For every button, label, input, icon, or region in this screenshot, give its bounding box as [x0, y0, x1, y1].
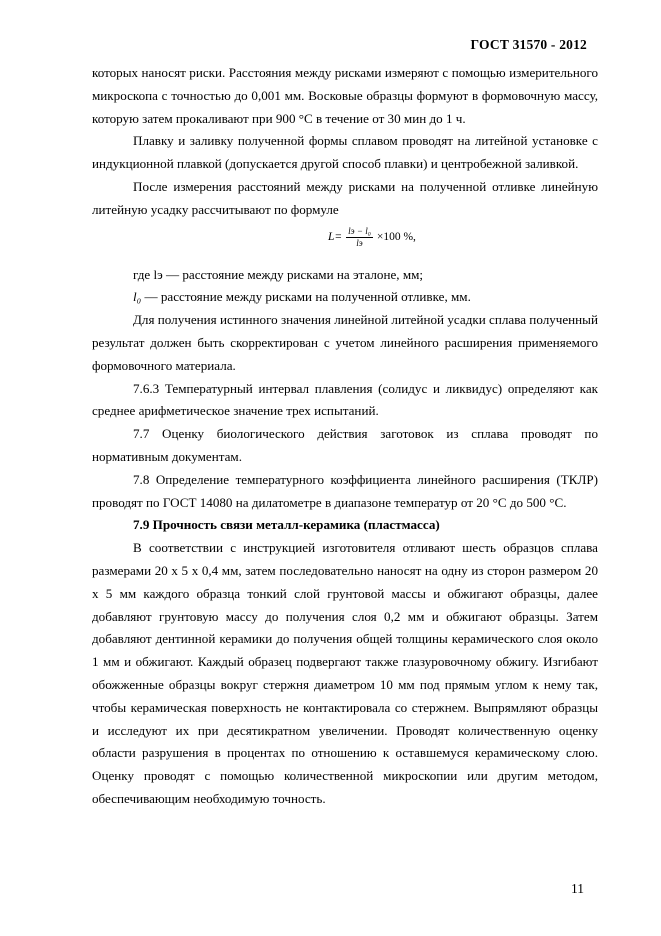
paragraph: В соответствии с инструкцией изготовителя отливают шесть образцов сплава размерами 20 х 5 х 0,4 мм, затем последовательно наносят на одну из сторон размером 20 х 5 мм каждого образца тонкий слой грунтовой массы и обжигают образцы, далее добавляют грунтовую массу до получения слоя 0,2 мм и обжигают образцы. Затем добавляют дентинной керамики до получения общей толщины керамического слоя около 1 мм и обжигают. Каждый образец подвергают также глазуровочному обжигу. Изгибают обожженные образцы вокруг стержня диаметром 10 мм под прямым углом к нему так, чтобы керамическая поверхность не контактировала со стержнем. Выпрямляют образцы и исследуют их при десятикратном увеличении. Проводят количественную оценку области разрушения в процентах по отношению к оставшемуся керамическому слою. Оценку проводят с помощью количественной микроскопии или другим методом, обеспечивающим необходимую точность. [92, 540, 598, 806]
paragraph: 7.7 Оценку биологического действия заготовок из сплава проводят по нормативным документам. [92, 426, 598, 464]
formula-denominator: lэ [356, 237, 363, 248]
page-number: 11 [571, 881, 584, 896]
shrinkage-formula [92, 222, 598, 264]
symbol-l0: l₀ [133, 289, 142, 305]
document-code: ГОСТ 31570 - 2012 [470, 37, 587, 52]
paragraph-text: — расстояние между рисками на полученной отливке, мм. [141, 289, 471, 305]
formula-numerator: lэ − l₀ [348, 225, 371, 236]
section-heading: 7.9 Прочность связи металл-керамика (пластмасса) [133, 517, 440, 533]
paragraph [92, 286, 598, 309]
paragraph: которых наносят риски. Расстояния между рисками измеряют с помощью измерительного микроскопа с точностью до 0,001 мм. Восковые образцы формуют в формовочную массу, которую затем прокаливают при 900 °С в течение от 30 мин до 1 ч. [92, 65, 598, 126]
paragraph: 7.8 Определение температурного коэффициента линейного расширения (ТКЛР) проводят по ГОСТ 14080 на дилатометре в диапазоне температур от 20 °С до 500 °С. [92, 471, 598, 510]
formula-rhs: ×100 %, [376, 230, 416, 243]
paragraph: Плавку и заливку полученной формы сплавом проводят на литейной установке с индукционной плавкой (допускается другой способ плавки) и центробежной заливкой. [92, 133, 598, 172]
paragraph: Для получения истинного значения линейной литейной усадки сплава полученный результат должен быть скорректирован с учетом линейного расширения применяемого формовочного материала. [92, 312, 598, 373]
formula-fraction [346, 226, 373, 249]
document-body [92, 62, 598, 811]
paragraph: После измерения расстояний между рисками на полученной отливке линейную литейную усадку рассчитывают по формуле [92, 178, 598, 217]
paragraph: 7.6.3 Температурный интервал плавления (солидус и ликвидус) определяют как среднее арифметическое значение трех испытаний. [92, 380, 598, 419]
paragraph: где lэ — расстояние между рисками на эталоне, мм; [133, 266, 424, 282]
formula-lhs: L= [328, 230, 343, 243]
